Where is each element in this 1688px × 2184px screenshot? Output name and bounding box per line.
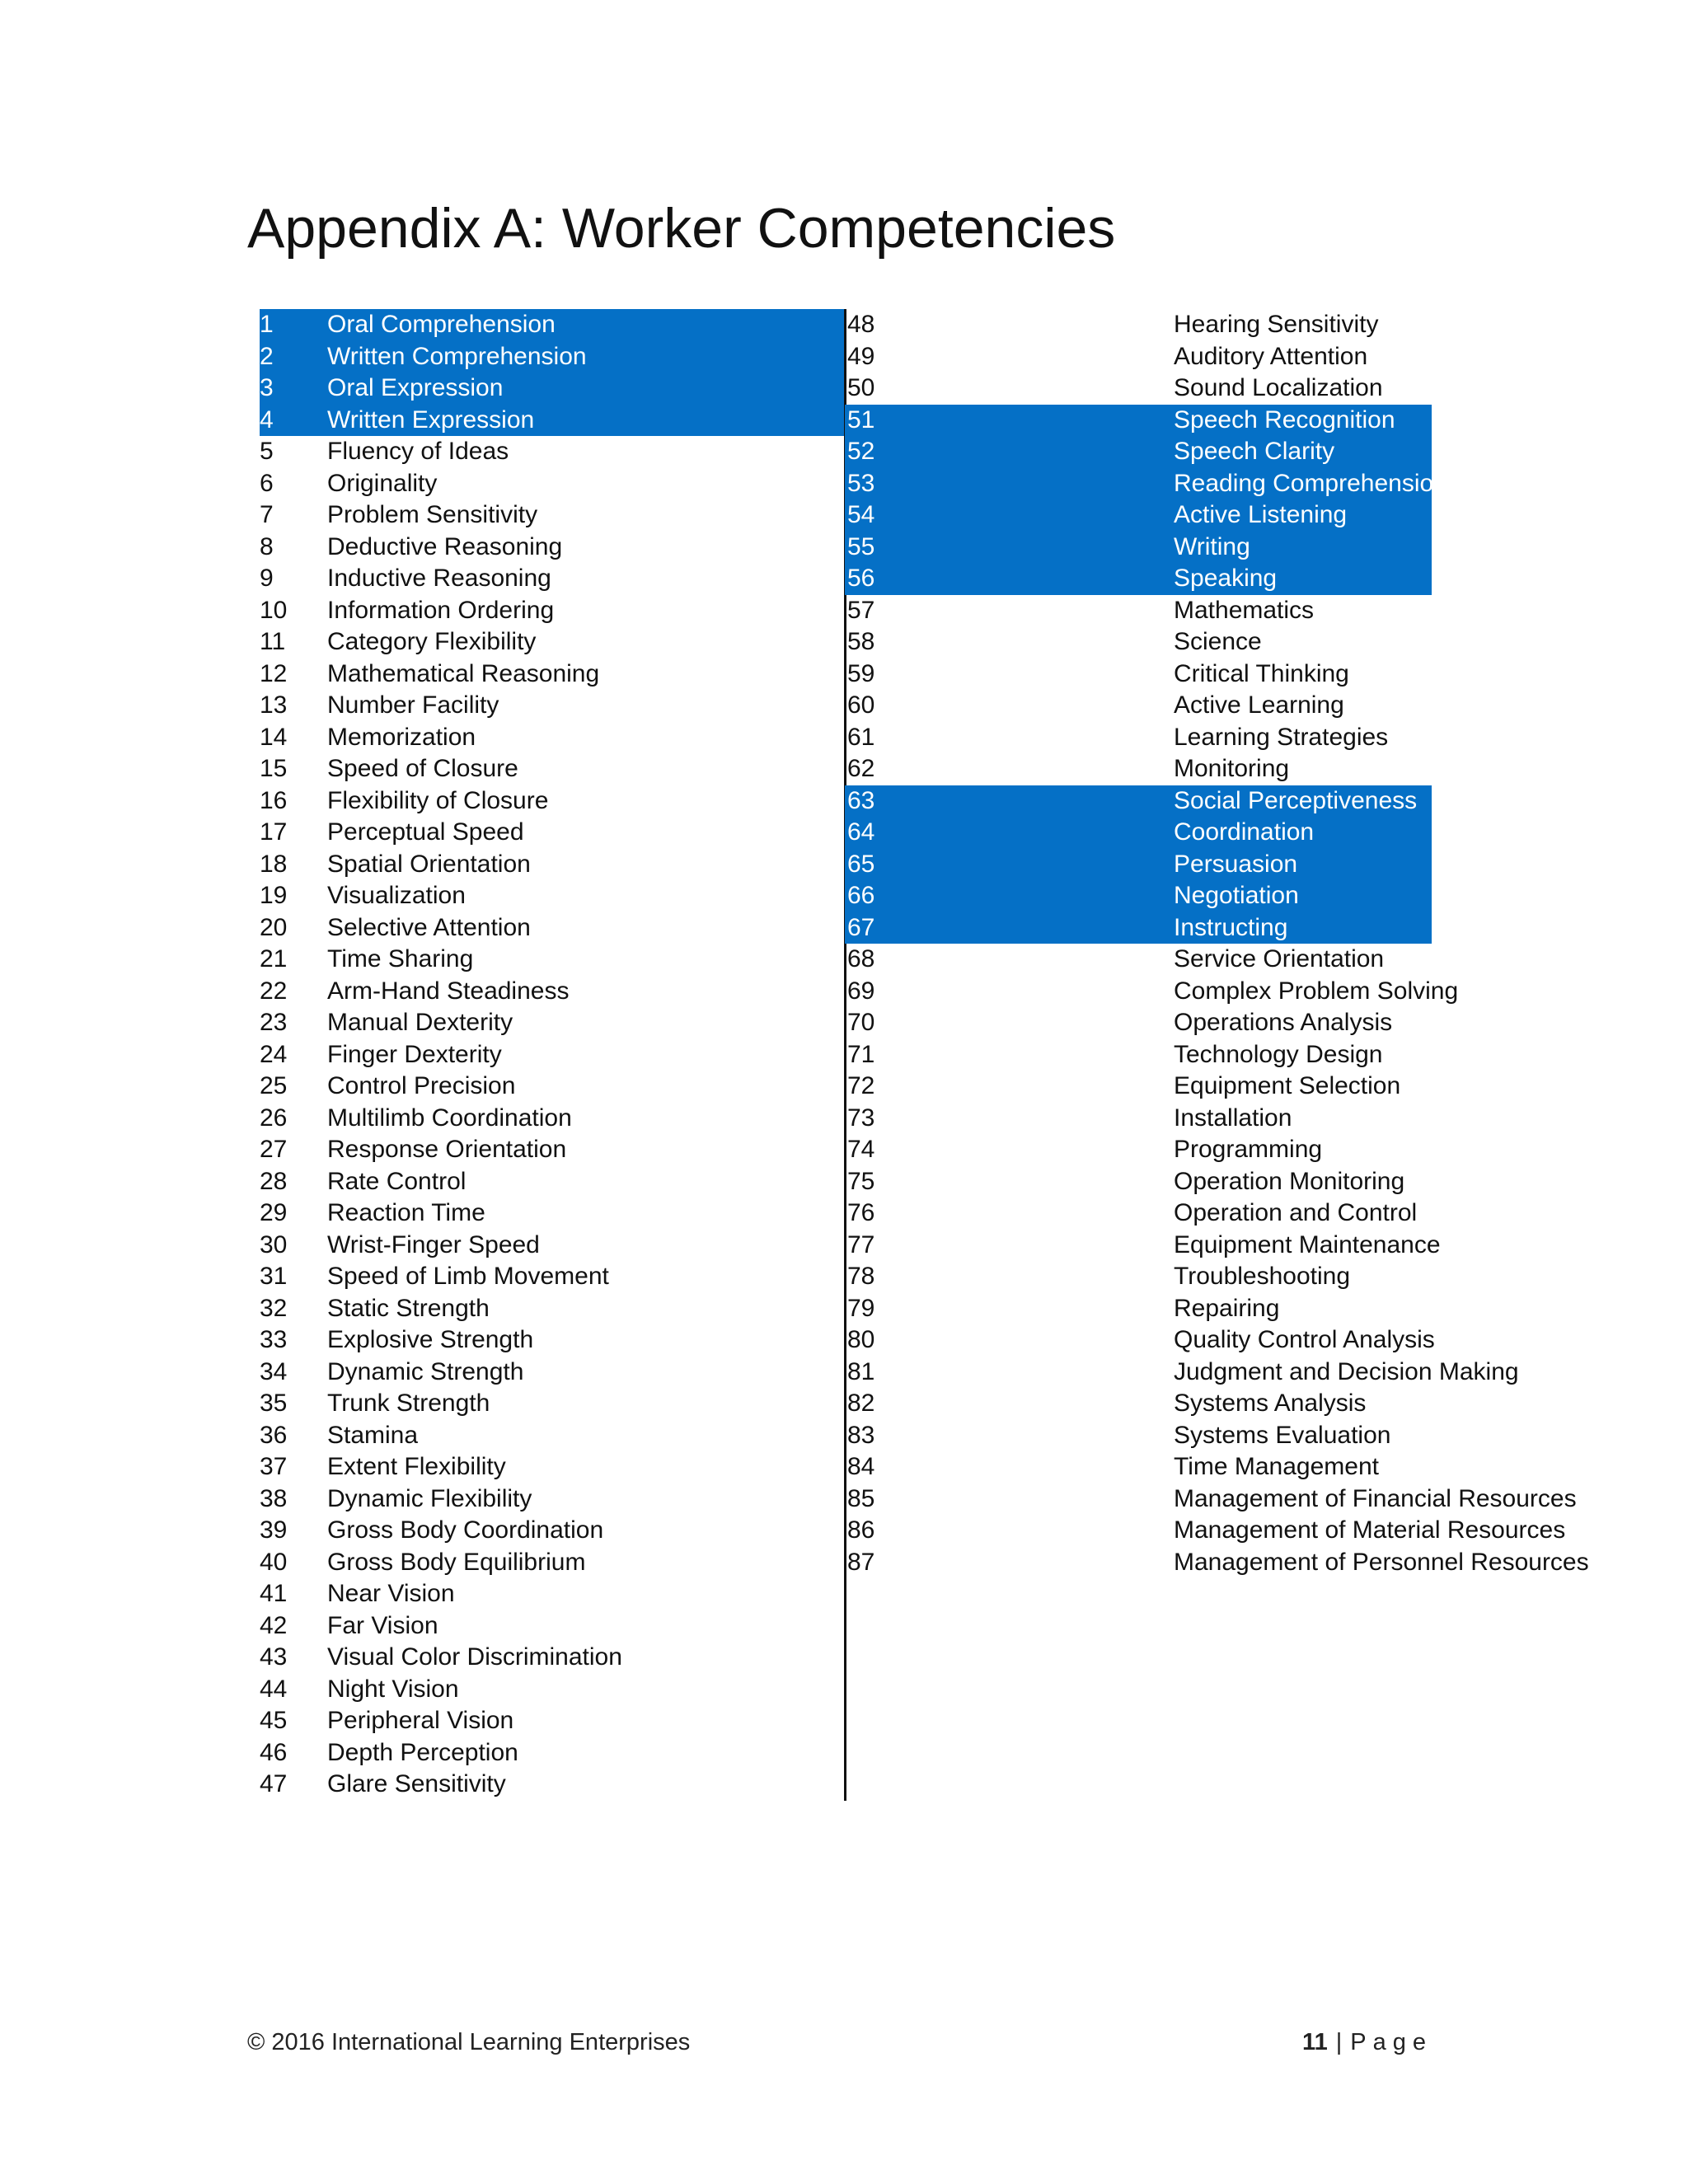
competency-number: 29 [260, 1199, 288, 1226]
competency-name: Systems Evaluation [1174, 1421, 1391, 1449]
competency-row [260, 1166, 845, 1198]
competency-number: 45 [260, 1707, 288, 1734]
competency-row [845, 309, 1432, 341]
competency-name: Science [1174, 628, 1262, 655]
competency-name: Flexibility of Closure [327, 786, 549, 814]
competency-number: 15 [260, 755, 288, 782]
competency-name: Installation [1174, 1104, 1292, 1132]
competency-number: 3 [260, 374, 274, 401]
competency-number: 75 [847, 1167, 875, 1195]
competency-number: 86 [847, 1516, 875, 1544]
competency-number: 42 [260, 1611, 288, 1639]
competency-row [845, 1261, 1432, 1293]
competency-name: Fluency of Ideas [327, 438, 509, 465]
competency-name: Auditory Attention [1174, 342, 1368, 370]
competency-name: Visualization [327, 882, 466, 909]
competency-name: Oral Comprehension [327, 311, 556, 338]
competency-row [845, 1103, 1432, 1135]
competency-name: Management of Financial Resources [1174, 1484, 1577, 1512]
competency-row [260, 341, 845, 373]
competency-row [260, 1293, 845, 1325]
competency-row [845, 912, 1432, 944]
competency-number: 85 [847, 1484, 875, 1512]
competency-number: 61 [847, 723, 875, 751]
competency-name: Written Expression [327, 405, 535, 434]
competency-number: 53 [847, 469, 875, 497]
competency-name: Repairing [1174, 1294, 1280, 1322]
competency-name: Mathematical Reasoning [327, 659, 600, 687]
competency-number: 77 [847, 1230, 875, 1258]
competency-row [260, 1134, 845, 1166]
competency-name: Learning Strategies [1174, 723, 1389, 751]
competency-number: 44 [260, 1675, 288, 1703]
competency-row [845, 1134, 1432, 1166]
competency-row [845, 1039, 1432, 1071]
competency-name: Oral Expression [327, 374, 504, 401]
competency-number: 73 [847, 1104, 875, 1132]
competency-row [845, 499, 1432, 532]
competency-row [260, 753, 845, 785]
competency-number: 84 [847, 1453, 875, 1480]
competency-name: Reading Comprehension [1174, 469, 1447, 497]
competency-number: 34 [260, 1357, 288, 1385]
competency-name: Complex Problem Solving [1174, 977, 1459, 1005]
footer-page-indicator [1302, 2029, 1432, 2056]
competency-name: Dynamic Strength [327, 1357, 524, 1385]
competency-number: 74 [847, 1136, 875, 1163]
competency-row [845, 1483, 1577, 1516]
competency-number: 31 [260, 1263, 288, 1290]
competency-name: Perceptual Speed [327, 818, 524, 846]
competency-row [260, 1071, 845, 1103]
competency-name: Troubleshooting [1174, 1263, 1351, 1290]
competency-number: 40 [260, 1548, 288, 1576]
competency-row [260, 1103, 845, 1135]
competency-number: 67 [847, 913, 875, 941]
competency-number: 80 [847, 1326, 875, 1353]
competency-number: 59 [847, 659, 875, 687]
competency-name: Monitoring [1174, 755, 1290, 782]
competency-name: Explosive Strength [327, 1326, 534, 1353]
competency-row [845, 563, 1432, 595]
competency-name: Depth Perception [327, 1738, 518, 1766]
competency-row [845, 976, 1459, 1008]
competency-number: 22 [260, 977, 288, 1005]
competency-number: 1 [260, 311, 274, 338]
competency-row [260, 912, 845, 944]
competency-number: 64 [847, 818, 875, 846]
footer-copyright: © 2016 International Learning Enterprises [247, 2029, 691, 2055]
page-separator: | [1335, 2029, 1343, 2055]
competency-name: Deductive Reasoning [327, 532, 563, 560]
competency-number: 78 [847, 1263, 875, 1290]
competency-name: Extent Flexibility [327, 1453, 506, 1480]
competency-name: Active Learning [1174, 691, 1344, 719]
competency-row [845, 1324, 1435, 1357]
competency-name: Far Vision [327, 1611, 438, 1639]
competency-name: Visual Color Discrimination [327, 1643, 622, 1671]
competency-number: 43 [260, 1643, 288, 1671]
competency-name: Technology Design [1174, 1040, 1383, 1068]
competency-row [260, 1324, 845, 1357]
competency-number: 5 [260, 438, 274, 465]
competency-row [845, 1293, 1432, 1325]
competency-row [845, 373, 1432, 405]
competency-row [845, 436, 1432, 468]
competency-name: Operations Analysis [1174, 1009, 1393, 1036]
competency-number: 25 [260, 1072, 288, 1099]
competency-row [260, 1610, 845, 1643]
competency-number: 6 [260, 469, 274, 497]
competency-name: Sound Localization [1174, 374, 1383, 401]
competency-row [260, 1230, 845, 1262]
competency-number: 14 [260, 723, 288, 751]
competency-row [845, 595, 1432, 627]
competency-row [260, 722, 845, 754]
competency-name: Gross Body Coordination [327, 1516, 604, 1544]
competency-number: 81 [847, 1357, 875, 1385]
competency-name: Spatial Orientation [327, 850, 531, 878]
page-title: Appendix A: Worker Competencies [247, 197, 1116, 260]
competency-name: Instructing [1174, 913, 1288, 941]
competency-number: 9 [260, 565, 274, 592]
competency-row [260, 1705, 845, 1737]
competency-name: Manual Dexterity [327, 1009, 513, 1036]
competency-number: 36 [260, 1421, 288, 1449]
competency-number: 18 [260, 850, 288, 878]
competency-row [845, 1357, 1519, 1389]
competency-name: Trunk Strength [327, 1390, 490, 1417]
competency-row [845, 1230, 1441, 1262]
competency-number: 20 [260, 913, 288, 941]
competency-row [845, 1420, 1432, 1452]
competency-row [845, 405, 1432, 437]
competency-name: Memorization [327, 723, 476, 751]
competency-row [845, 849, 1432, 881]
competency-name: Mathematics [1174, 596, 1315, 624]
competency-row [260, 1261, 845, 1293]
competency-name: Critical Thinking [1174, 659, 1349, 687]
competency-row [845, 1451, 1432, 1483]
competency-name: Speed of Limb Movement [327, 1263, 609, 1290]
competency-name: Active Listening [1174, 501, 1348, 528]
page-label: Page [1350, 2029, 1432, 2055]
competency-name: Written Comprehension [327, 342, 587, 370]
competency-number: 63 [847, 786, 875, 814]
competency-number: 60 [847, 691, 875, 719]
competency-row [260, 880, 845, 912]
competency-number: 21 [260, 945, 288, 972]
competency-name: Writing [1174, 532, 1250, 560]
competency-number: 38 [260, 1484, 288, 1512]
competency-row [260, 817, 845, 849]
competency-name: Response Orientation [327, 1136, 567, 1163]
competency-name: Speed of Closure [327, 755, 518, 782]
competency-name: Social Perceptiveness [1174, 786, 1418, 814]
competency-number: 71 [847, 1040, 875, 1068]
competency-name: Speech Clarity [1174, 438, 1335, 465]
competency-number: 46 [260, 1738, 288, 1766]
competency-number: 27 [260, 1136, 288, 1163]
competency-row [260, 309, 845, 341]
competency-row [845, 817, 1432, 849]
competency-name: Time Management [1174, 1453, 1379, 1480]
competency-number: 48 [847, 311, 875, 338]
competency-number: 33 [260, 1326, 288, 1353]
competency-number: 51 [847, 405, 875, 434]
competency-number: 72 [847, 1072, 875, 1099]
competency-row [845, 944, 1432, 976]
competency-number: 2 [260, 342, 274, 370]
competency-row [260, 658, 845, 691]
competency-row [260, 1515, 845, 1547]
competency-name: Persuasion [1174, 850, 1298, 878]
competency-row [260, 1357, 845, 1389]
competency-row [260, 976, 845, 1008]
competency-row [260, 1737, 845, 1769]
competency-row [260, 626, 845, 658]
competency-row [260, 849, 845, 881]
competency-name: Originality [327, 469, 438, 497]
competency-row [845, 1071, 1432, 1103]
competency-number: 76 [847, 1199, 875, 1226]
competency-number: 82 [847, 1390, 875, 1417]
competency-row [845, 880, 1432, 912]
competency-number: 49 [847, 342, 875, 370]
competency-row [260, 785, 845, 818]
competency-row [260, 690, 845, 722]
competency-row [260, 1007, 845, 1039]
competency-row [260, 468, 845, 500]
competency-name: Selective Attention [327, 913, 531, 941]
competency-number: 19 [260, 882, 288, 909]
competency-number: 17 [260, 818, 288, 846]
competency-name: Service Orientation [1174, 945, 1385, 972]
competency-number: 69 [847, 977, 875, 1005]
competency-row [845, 658, 1432, 691]
competency-row [260, 1642, 845, 1674]
competency-number: 87 [847, 1548, 875, 1576]
competency-row [260, 1039, 845, 1071]
competency-row [260, 1769, 845, 1801]
competency-number: 62 [847, 755, 875, 782]
competency-number: 26 [260, 1104, 288, 1132]
competency-number: 58 [847, 628, 875, 655]
competency-number: 30 [260, 1230, 288, 1258]
competency-name: Problem Sensitivity [327, 501, 538, 528]
competency-row [845, 1197, 1432, 1230]
competency-number: 37 [260, 1453, 288, 1480]
competency-name: Gross Body Equilibrium [327, 1548, 586, 1576]
competency-row [260, 1451, 845, 1483]
competency-name: Management of Personnel Resources [1174, 1548, 1589, 1576]
competency-number: 68 [847, 945, 875, 972]
competency-row [845, 626, 1432, 658]
competency-number: 52 [847, 438, 875, 465]
competency-number: 11 [260, 628, 286, 655]
competency-name: Systems Analysis [1174, 1390, 1367, 1417]
competency-name: Reaction Time [327, 1199, 485, 1226]
competency-row [260, 373, 845, 405]
competency-name: Number Facility [327, 691, 499, 719]
competency-number: 39 [260, 1516, 288, 1544]
page-number: 11 [1302, 2029, 1328, 2055]
competency-row [845, 468, 1447, 500]
competency-name: Equipment Selection [1174, 1072, 1401, 1099]
competency-name: Information Ordering [327, 596, 555, 624]
competency-number: 24 [260, 1040, 288, 1068]
competency-name: Stamina [327, 1421, 419, 1449]
competency-name: Quality Control Analysis [1174, 1326, 1435, 1353]
competency-name: Equipment Maintenance [1174, 1230, 1441, 1258]
competency-number: 47 [260, 1770, 288, 1797]
competency-row [260, 499, 845, 532]
competency-row [845, 1515, 1566, 1547]
competency-number: 41 [260, 1580, 288, 1607]
competency-number: 32 [260, 1294, 288, 1322]
competency-row [845, 1547, 1589, 1579]
competency-row [845, 1166, 1432, 1198]
competency-number: 8 [260, 532, 274, 560]
competency-number: 65 [847, 850, 875, 878]
competency-name: Programming [1174, 1136, 1323, 1163]
competency-row [845, 532, 1432, 564]
competency-number: 23 [260, 1009, 288, 1036]
competency-row [260, 436, 845, 468]
competency-name: Control Precision [327, 1072, 516, 1099]
competency-row [260, 563, 845, 595]
competency-number: 54 [847, 501, 875, 528]
competency-name: Wrist-Finger Speed [327, 1230, 540, 1258]
competency-row [260, 405, 845, 437]
competency-table [260, 309, 1589, 1801]
competency-name: Speaking [1174, 565, 1278, 592]
competency-row [260, 1578, 845, 1610]
competency-name: Operation Monitoring [1174, 1167, 1405, 1195]
competency-name: Hearing Sensitivity [1174, 311, 1379, 338]
competency-number: 79 [847, 1294, 875, 1322]
competency-number: 16 [260, 786, 288, 814]
competency-number: 35 [260, 1390, 288, 1417]
competency-name: Time Sharing [327, 945, 474, 972]
competency-name: Finger Dexterity [327, 1040, 502, 1068]
competency-name: Dynamic Flexibility [327, 1484, 532, 1512]
competency-row [845, 1388, 1432, 1420]
competency-row [260, 1674, 845, 1706]
competency-name: Coordination [1174, 818, 1315, 846]
competency-number: 4 [260, 405, 274, 434]
competency-name: Operation and Control [1174, 1199, 1418, 1226]
competency-row [260, 532, 845, 564]
competency-row [260, 1483, 845, 1516]
competency-row [260, 595, 845, 627]
competency-number: 55 [847, 532, 875, 560]
competency-number: 7 [260, 501, 274, 528]
competency-row [845, 722, 1432, 754]
competency-number: 83 [847, 1421, 875, 1449]
competency-row [260, 1388, 845, 1420]
competency-number: 50 [847, 374, 875, 401]
competency-row [845, 341, 1432, 373]
competency-row [845, 1007, 1432, 1039]
competency-row [260, 1197, 845, 1230]
competency-number: 66 [847, 882, 875, 909]
competency-name: Arm-Hand Steadiness [327, 977, 570, 1005]
competency-number: 70 [847, 1009, 875, 1036]
competency-name: Judgment and Decision Making [1174, 1357, 1519, 1385]
competency-row [260, 1547, 845, 1579]
competency-number: 56 [847, 565, 875, 592]
competency-name: Inductive Reasoning [327, 565, 551, 592]
competency-name: Category Flexibility [327, 628, 537, 655]
competency-name: Speech Recognition [1174, 405, 1395, 434]
competency-name: Peripheral Vision [327, 1707, 514, 1734]
competency-name: Near Vision [327, 1580, 455, 1607]
competency-row [845, 753, 1432, 785]
competency-name: Night Vision [327, 1675, 459, 1703]
competency-row [260, 1420, 845, 1452]
competency-number: 12 [260, 659, 288, 687]
competency-number: 13 [260, 691, 288, 719]
competency-name: Negotiation [1174, 882, 1299, 909]
competency-number: 28 [260, 1167, 288, 1195]
competency-name: Glare Sensitivity [327, 1770, 506, 1797]
competency-name: Static Strength [327, 1294, 490, 1322]
competency-name: Management of Material Resources [1174, 1516, 1566, 1544]
competency-row [260, 944, 845, 976]
competency-number: 10 [260, 596, 288, 624]
competency-name: Multilimb Coordination [327, 1104, 572, 1132]
competency-name: Rate Control [327, 1167, 467, 1195]
competency-row [845, 690, 1432, 722]
competency-number: 57 [847, 596, 875, 624]
competency-row [845, 785, 1432, 818]
